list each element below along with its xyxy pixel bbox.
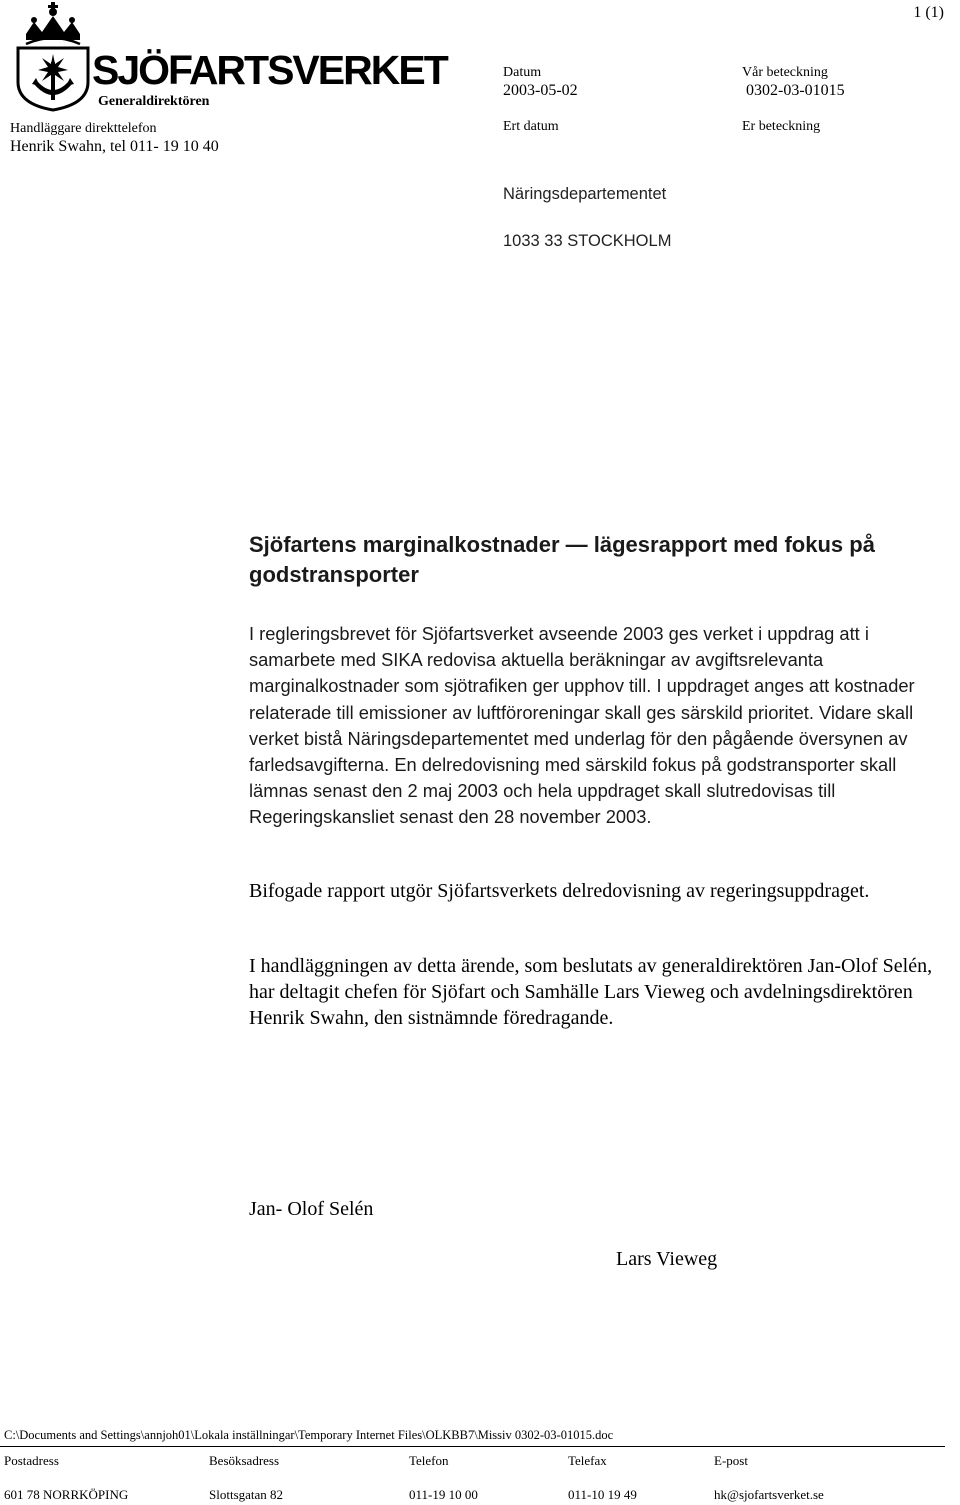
footer-postal-label: Postadress <box>4 1453 59 1468</box>
file-path: C:\Documents and Settings\annjoh01\Lokala inställningar\Temporary Internet Files\OLKBB7\Missiv 0302-03-01015.doc <box>4 1428 614 1442</box>
footer-phone-label: Telefon <box>409 1453 449 1468</box>
organization-name: SJÖFARTSVERKET <box>92 47 447 93</box>
recipient-address: 1033 33 STOCKHOLM <box>503 232 672 250</box>
date-value: 2003-05-02 <box>503 82 578 99</box>
footer-divider <box>0 1446 945 1447</box>
crown-anchor-emblem-icon <box>12 0 94 112</box>
recipient-name: Näringsdepartementet <box>503 185 667 203</box>
footer-phone-value: 011-19 10 00 <box>409 1487 478 1502</box>
page-number: 1 (1) <box>913 4 944 21</box>
footer-visit-label: Besöksadress <box>209 1453 280 1468</box>
footer-fax-value: 011-10 19 49 <box>568 1487 637 1502</box>
our-reference-value: 0302-03-01015 <box>746 82 845 99</box>
body-paragraph-2: Bifogade rapport utgör Sjöfartsverkets delredovisning av regeringsuppdraget. <box>249 880 870 902</box>
date-label: Datum <box>503 65 542 80</box>
body-paragraph-1: I regleringsbrevet för Sjöfartsverket avseende 2003 ges verket i uppdrag att i samarbete med SIKA redovisa aktuella beräkningar av avgiftsrelevanta marginalkostnader som sjötrafiken ger upphov till. I uppdraget anges att kostnader relaterade till emissioner av luftföroreningar skall ges särskild prioritet. Vidare skall verket bistå Näringsdepartementet med underlag för den pågående översynen av farledsavgifterna. En delredovisning med särskild fokus på godstransporter skall lämnas senast den 2 maj 2003 och hela uppdraget skall slutredovisas till Regeringskansliet senast den 28 november 2003. <box>249 623 915 828</box>
footer-postal-value: 601 78 NORRKÖPING <box>4 1487 129 1502</box>
signature-lars-vieweg: Lars Vieweg <box>616 1248 718 1270</box>
footer-email-value: hk@sjofartsverket.se <box>714 1487 824 1502</box>
handler-label: Handläggare direkttelefon <box>10 121 157 136</box>
document-title: Sjöfartens marginalkostnader — lägesrapport med fokus på godstransporter <box>249 532 875 587</box>
our-reference-label: Vår beteckning <box>742 65 828 80</box>
signature-jan-olof-selen: Jan- Olof Selén <box>249 1198 374 1220</box>
footer-fax-label: Telefax <box>568 1453 607 1468</box>
body-paragraph-3: I handläggningen av detta ärende, som beslutats av generaldirektören Jan-Olof Selén, har deltagit chefen för Sjöfart och Samhälle Lars Vieweg och avdelningsdirektören Henrik Swahn, den sistnämnde föredragande. <box>249 955 933 1030</box>
division-name: Generaldirektören <box>98 94 210 109</box>
footer-visit-value: Slottsgatan 82 <box>209 1487 284 1502</box>
organization-logo <box>12 0 447 112</box>
handler-value: Henrik Swahn, tel 011- 19 10 40 <box>10 138 219 155</box>
your-date-label: Ert datum <box>503 119 559 134</box>
footer-email-label: E-post <box>714 1453 748 1468</box>
your-reference-label: Er beteckning <box>742 119 821 134</box>
